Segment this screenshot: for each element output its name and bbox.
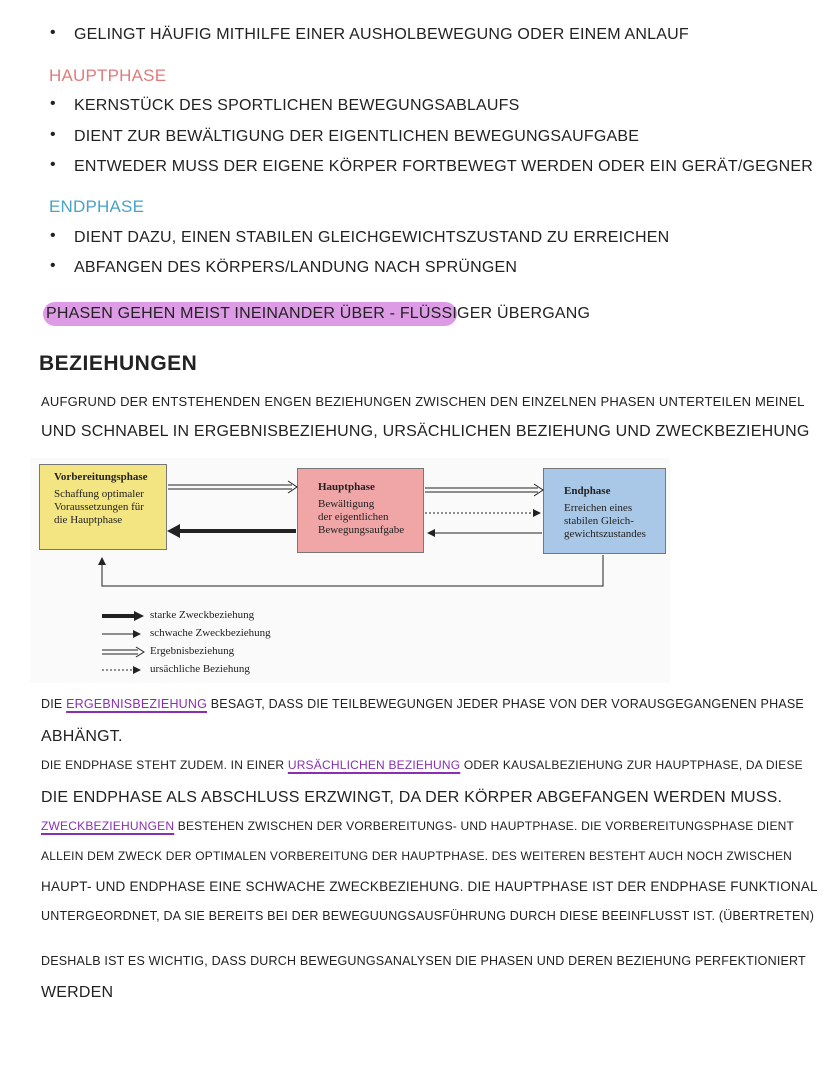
- top-bullet-text: GELINGT HÄUFIG MITHILFE EINER AUSHOLBEWEGUNG ODER EINEM ANLAUF: [74, 26, 689, 43]
- legend-symbol-stark-head: [134, 611, 144, 621]
- term-zweckbeziehungen: ZWECKBEZIEHUNGEN: [41, 819, 175, 833]
- intro-line-2: UND SCHNABEL IN ERGEBNISBEZIEHUNG, URSÄCHLICHEN BEZIEHUNG UND ZWECKBEZIEHUNG: [41, 423, 810, 440]
- endphase-bullet-2: ABFANGEN DES KÖRPERS/LANDUNG NACH SPRÜNGEN: [74, 259, 518, 276]
- arrow-stark-head: [167, 524, 180, 538]
- bullet-dot: •: [50, 95, 56, 112]
- legend-label: schwache Zweckbeziehung: [150, 627, 271, 639]
- box-line: Voraussetzungen für: [54, 501, 144, 513]
- arrow-ergebnis-2-head: [534, 484, 543, 496]
- box-line: die Hauptphase: [54, 514, 123, 526]
- endphase-heading: ENDPHASE: [49, 197, 145, 216]
- box-endphase: [543, 468, 666, 554]
- endphase-bullet-1: DIENT DAZU, EINEN STABILEN GLEICHGEWICHTSZUSTAND ZU ERREICHEN: [74, 229, 670, 246]
- box-line: Erreichen eines: [564, 502, 633, 514]
- term-ergebnisbeziehung: ERGEBNISBEZIEHUNG: [66, 697, 208, 711]
- paragraph-4-line-1: DESHALB IST ES WICHTIG, DASS DURCH BEWEGUNGSANALYSEN DIE PHASEN UND DEREN BEZIEHUNG PERFEKTIONIERT: [41, 954, 806, 968]
- bullet-dot: •: [50, 257, 56, 274]
- bullet-dot: •: [50, 24, 56, 41]
- text: BESTEHEN ZWISCHEN DER VORBEREITUNGS- UND HAUPTPHASE. DIE VORBEREITUNGSPHASE DIENT: [177, 819, 795, 833]
- legend-label: ursächliche Beziehung: [150, 663, 250, 675]
- bullet-dot: •: [50, 156, 56, 173]
- term-ursaechliche-beziehung: URSÄCHLICHEN BEZIEHUNG: [287, 758, 461, 772]
- box-line: gewichtszustandes: [564, 528, 646, 540]
- text: DIE ENDPHASE STEHT ZUDEM. IN EINER: [41, 758, 285, 772]
- text: ODER KAUSALBEZIEHUNG ZUR HAUPTPHASE, DA DIESE: [463, 758, 803, 772]
- phase-diagram: [30, 458, 670, 683]
- box-line: der eigentlichen: [318, 511, 389, 523]
- paragraph-1-line-2: ABHÄNGT.: [41, 728, 123, 745]
- box-line: Bewältigung: [318, 498, 375, 510]
- hauptphase-bullet-1: KERNSTÜCK DES SPORTLICHEN BEWEGUNGSABLAUFS: [74, 97, 520, 114]
- hauptphase-bullet-2: DIENT ZUR BEWÄLTIGUNG DER EIGENTLICHEN BEWEGUNGSAUFGABE: [74, 128, 640, 145]
- arrow-feedback: [102, 555, 603, 586]
- hauptphase-heading: HAUPTPHASE: [49, 66, 167, 85]
- box-hauptphase: [297, 468, 424, 553]
- box-line: Schaffung optimaler: [54, 488, 144, 500]
- legend-label: Ergebnisbeziehung: [150, 645, 235, 657]
- legend-symbol-ergebnis-head: [136, 647, 144, 657]
- legend-label: starke Zweckbeziehung: [150, 609, 255, 621]
- box-line: Bewegungsaufgabe: [318, 524, 405, 536]
- box-title: Vorbereitungsphase: [54, 471, 148, 483]
- paragraph-2-line-1: [41, 758, 803, 772]
- arrow-ergebnis-1-head: [288, 481, 297, 493]
- paragraph-3-line-3: HAUPT- UND ENDPHASE EINE SCHWACHE ZWECKBEZIEHUNG. DIE HAUPTPHASE IST DER ENDPHASE FUNKTIONAL: [41, 879, 818, 894]
- paragraph-3-line-4: UNTERGEORDNET, DA SIE BEREITS BEI DER BEWEGUUNGSAUSFÜHRUNG DURCH DIESE BEEINFLUSST IST. (ÜBERTRETEN): [41, 909, 815, 923]
- paragraph-4-line-2: WERDEN: [41, 984, 114, 1001]
- text: DIE: [41, 697, 63, 711]
- hauptphase-bullet-3: ENTWEDER MUSS DER EIGENE KÖRPER FORTBEWEGT WERDEN ODER EIN GERÄT/GEGNER: [74, 158, 814, 175]
- paragraph-1-line-1: [41, 697, 804, 711]
- bullet-dot: •: [50, 126, 56, 143]
- beziehungen-heading: BEZIEHUNGEN: [39, 352, 198, 375]
- paragraph-2-line-2: DIE ENDPHASE ALS ABSCHLUSS ERZWINGT, DA DER KÖRPER ABGEFANGEN WERDEN MUSS.: [41, 789, 783, 806]
- box-title: Hauptphase: [318, 481, 375, 493]
- box-line: stabilen Gleich-: [564, 515, 634, 527]
- paragraph-3-line-2: ALLEIN DEM ZWECK DER OPTIMALEN VORBEREITUNG DER HAUPTPHASE. DES WEITEREN BESTEHT AUCH NOCH ZWISCHEN: [41, 849, 793, 863]
- box-vorbereitungsphase: [39, 464, 167, 550]
- text: BESAGT, DASS DIE TEILBEWEGUNGEN JEDER PHASE VON DER VORAUSGEGANGENEN PHASE: [210, 697, 804, 711]
- box-title: Endphase: [564, 485, 611, 497]
- bullet-dot: •: [50, 227, 56, 244]
- highlight-text: PHASEN GEHEN MEIST INEINANDER ÜBER - FLÜSSIGER ÜBERGANG: [46, 305, 591, 322]
- intro-line-1: AUFGRUND DER ENTSTEHENDEN ENGEN BEZIEHUNGEN ZWISCHEN DEN EINZELNEN PHASEN UNTERTEILEN MEINEL: [41, 394, 805, 409]
- paragraph-3-line-1: [41, 819, 794, 833]
